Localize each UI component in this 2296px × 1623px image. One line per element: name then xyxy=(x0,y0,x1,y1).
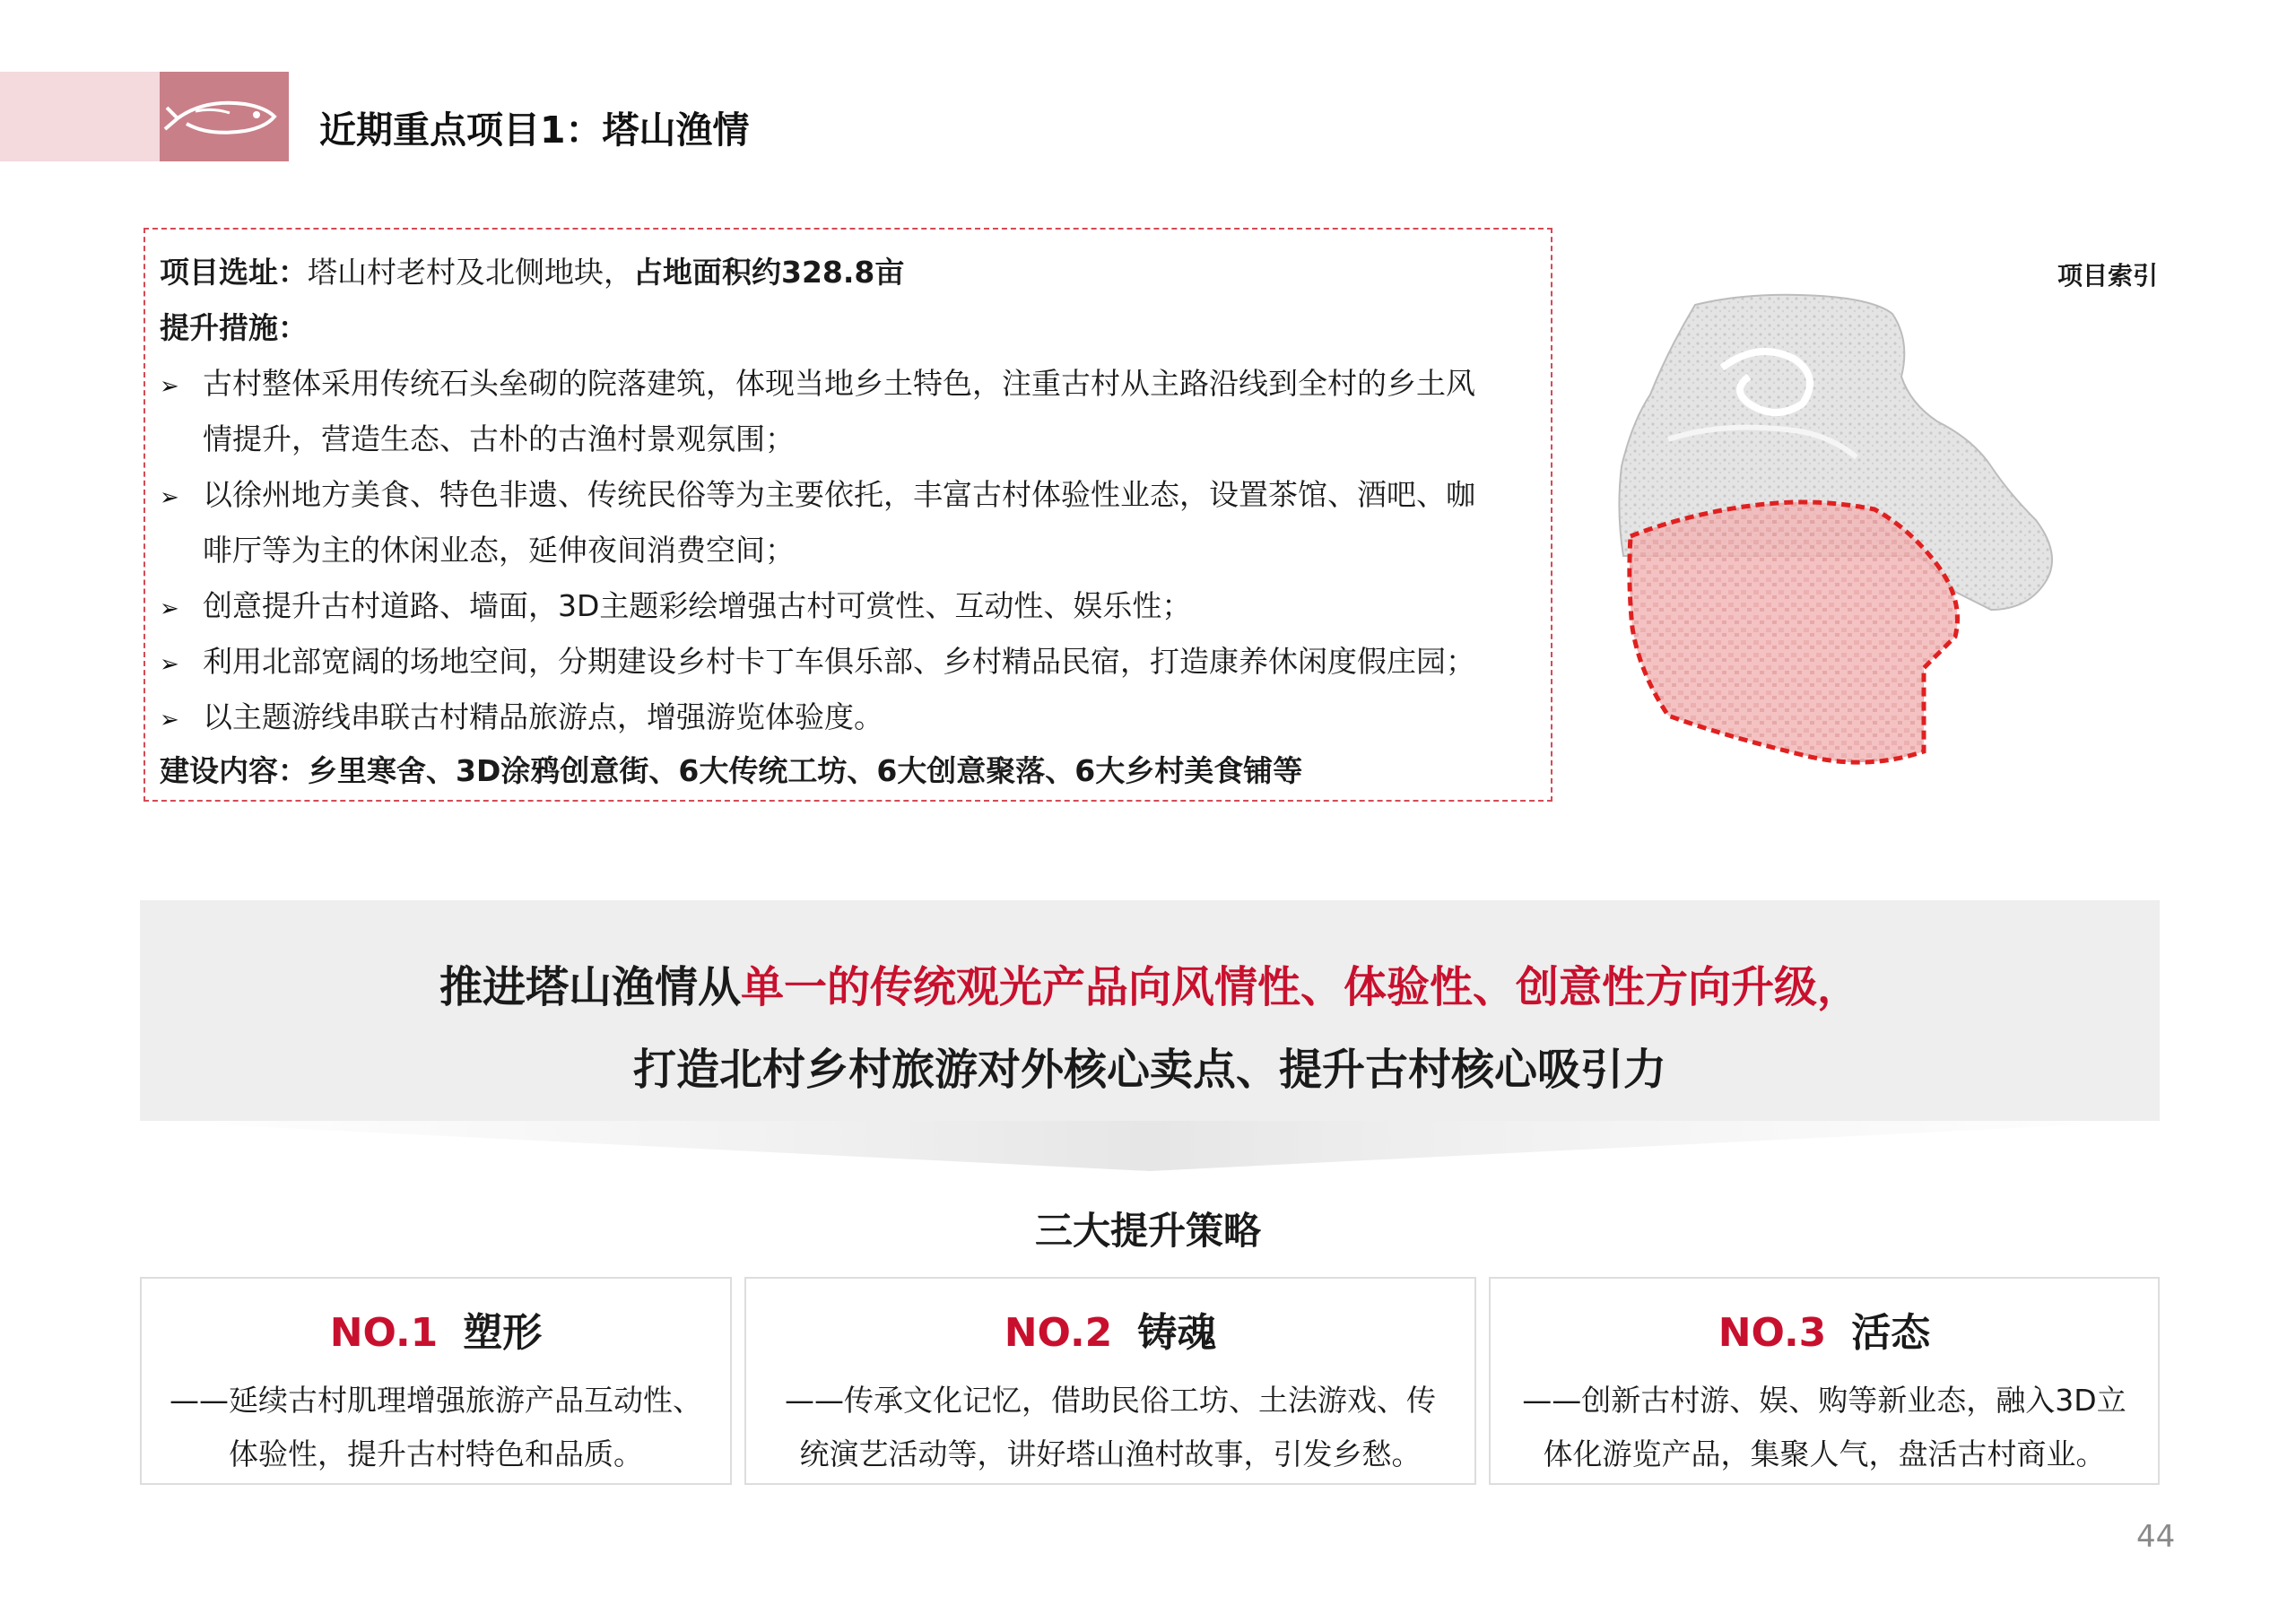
strategy-card-heading xyxy=(746,1300,1474,1358)
map-index-label: 项目索引 xyxy=(2057,261,2159,291)
logo-box xyxy=(160,72,289,161)
page-number: 44 xyxy=(2136,1519,2176,1555)
strategy-card-3 xyxy=(1489,1277,2160,1485)
content-value: 乡里寒舍、3D涂鸦创意街、6大传统工坊、6大创意聚落、6大乡村美食铺等 xyxy=(308,753,1303,788)
bullet-item-1-cont: 情提升，营造生态、古朴的古渔村景观氛围； xyxy=(203,421,795,456)
site-area: 占地面积约328.8亩 xyxy=(633,255,905,290)
strategy-card-heading xyxy=(1491,1300,2158,1358)
slogan-line-1: 推进塔山渔情从单一的传统观光产品向风情性、体验性、创意性方向升级， xyxy=(439,962,1861,1012)
strategy-card-text-1: ——传承文化记忆，借助民俗工坊、土法游戏、传 xyxy=(785,1383,1436,1418)
bullet-arrow-icon: ➢ xyxy=(160,595,179,622)
project-area-highlight xyxy=(1630,502,1958,762)
content-label: 建设内容： xyxy=(160,753,308,788)
slogan-pointer-icon xyxy=(140,1121,2160,1175)
strategy-title: 三大提升策略 xyxy=(1034,1209,1261,1253)
strategy-card-text-1: ——延续古村肌理增强旅游产品互动性、 xyxy=(170,1383,702,1418)
site-map xyxy=(1614,287,2170,789)
site-map-image xyxy=(1614,287,2170,789)
bullet-arrow-icon: ➢ xyxy=(160,707,179,733)
bullet-item-1: ➢ 古村整体采用传统石头垒砌的院落建筑，体现当地乡土特色，注重古村从主路沿线到全村的乡土风 xyxy=(160,366,1475,401)
bullet-arrow-icon: ➢ xyxy=(160,373,179,400)
bullet-item-4: ➢ 利用北部宽阔的场地空间，分期建设乡村卡丁车俱乐部、乡村精品民宿，打造康养休闲度假庄园； xyxy=(160,644,1475,679)
strategy-card-text-1: ——创新古村游、娱、购等新业态，融入3D立 xyxy=(1522,1383,2126,1418)
strategy-card-number: NO.1 xyxy=(329,1310,439,1356)
strategy-card-text-2: 体化游览产品，集聚人气，盘活古村商业。 xyxy=(1543,1436,2106,1471)
slogan-highlight: 单一的传统观光产品向风情性、体验性、创意性方向升级， xyxy=(741,962,1861,1012)
slogan-line-2: 打造北村乡村旅游对外核心卖点、提升古村核心吸引力 xyxy=(632,1045,1666,1095)
project-info-box xyxy=(144,228,1552,802)
strategy-card-name: 塑形 xyxy=(463,1310,543,1356)
strategy-card-name: 铸魂 xyxy=(1137,1310,1217,1356)
fish-icon xyxy=(160,72,289,161)
site-label: 项目选址： xyxy=(160,255,308,290)
bullet-item-5: ➢ 以主题游线串联古村精品旅游点，增强游览体验度。 xyxy=(160,699,883,734)
strategy-card-number: NO.2 xyxy=(1004,1310,1113,1356)
strategy-card-text-2: 统演艺活动等，讲好塔山渔村故事，引发乡愁。 xyxy=(799,1436,1422,1471)
site-line xyxy=(160,249,904,291)
page-title: 近期重点项目1：塔山渔情 xyxy=(319,108,750,152)
content-line xyxy=(160,748,1302,790)
measures-label: 提升措施： xyxy=(160,310,308,345)
bullet-item-3: ➢ 创意提升古村道路、墙面，3D主题彩绘增强古村可赏性、互动性、娱乐性； xyxy=(160,588,1192,623)
strategy-card-number: NO.3 xyxy=(1718,1310,1827,1356)
bullet-arrow-icon: ➢ xyxy=(160,484,179,511)
strategy-card-name: 活态 xyxy=(1851,1310,1931,1356)
header-band xyxy=(0,72,160,161)
bullet-arrow-icon: ➢ xyxy=(160,651,179,678)
site-value: 塔山村老村及北侧地块， xyxy=(308,255,633,290)
strategy-card-text-2: 体验性，提升古村特色和品质。 xyxy=(229,1436,643,1471)
strategy-card-1 xyxy=(140,1277,732,1485)
strategy-card-heading xyxy=(142,1300,730,1358)
slogan-banner xyxy=(140,900,2160,1121)
bullet-item-2-cont: 啡厅等为主的休闲业态，延伸夜间消费空间； xyxy=(203,533,795,568)
bullet-item-2: ➢ 以徐州地方美食、特色非遗、传统民俗等为主要依托，丰富古村体验性业态，设置茶馆、酒吧、咖 xyxy=(160,477,1475,512)
strategy-card-2 xyxy=(744,1277,1476,1485)
